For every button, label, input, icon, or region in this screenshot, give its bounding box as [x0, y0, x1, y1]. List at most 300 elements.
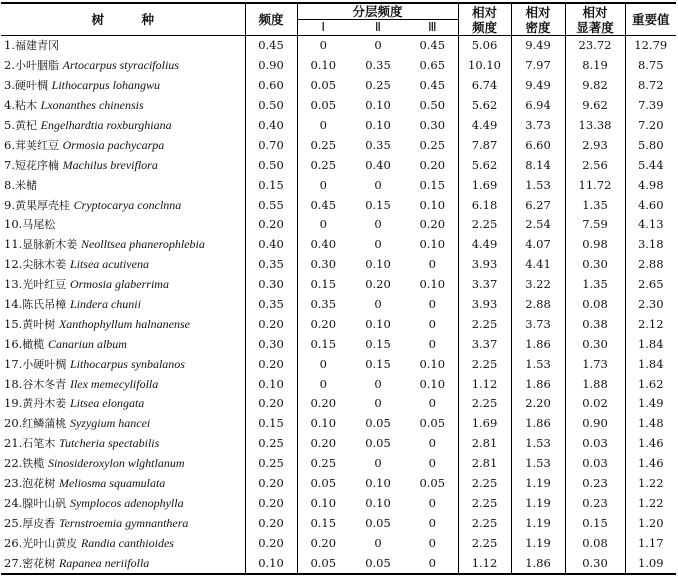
cell-importance-value: 1.22 [637, 476, 664, 491]
cell-importance-value: 1.09 [625, 553, 676, 574]
cell-layer-2: 0.35 [365, 58, 391, 73]
species-number: 16. [4, 336, 23, 351]
cell-relative-dominance: 1.35 [565, 195, 625, 215]
cell-relative-density: 7.97 [511, 56, 565, 76]
cell-relative-density: 3.73 [511, 116, 565, 136]
table-row [1, 434, 676, 454]
cell-relative-density: 1.86 [511, 414, 565, 434]
species-chinese-name: 光叶红豆 [22, 278, 67, 292]
species-number: 11. [4, 237, 23, 252]
cell-layer-2: 0 [374, 177, 382, 192]
cell-layer-3: 0.20 [407, 155, 458, 175]
species-number: 18. [4, 376, 23, 391]
cell-frequency: 0.20 [245, 354, 297, 374]
species-number: 12. [4, 257, 23, 272]
cell-layer-3: 0.10 [407, 354, 458, 374]
species-number: 6. [4, 137, 15, 152]
cell-relative-frequency: 2.25 [458, 513, 511, 533]
table-row [1, 493, 676, 513]
cell-frequency: 0.20 [245, 394, 297, 414]
cell-importance-value: 1.20 [637, 515, 664, 530]
cell-relative-density: 9.49 [511, 36, 565, 56]
cell-species [1, 553, 245, 574]
cell-layer-2: 0.40 [365, 157, 391, 172]
cell-layer-1: 0 [319, 38, 327, 53]
cell-layer-3: 0.30 [407, 116, 458, 136]
cell-relative-dominance: 0.08 [565, 533, 625, 553]
cell-importance-value: 1.84 [637, 336, 664, 351]
cell-species [1, 354, 245, 374]
cell-relative-frequency: 3.37 [458, 275, 511, 295]
header-layer-3: Ⅲ [407, 20, 458, 36]
table-row [1, 295, 676, 315]
table-row [1, 255, 676, 275]
cell-relative-density: 2.54 [511, 215, 565, 235]
cell-importance-value: 2.88 [637, 257, 664, 272]
species-chinese-name: 米槠 [14, 178, 37, 192]
cell-relative-frequency: 2.25 [458, 493, 511, 513]
cell-relative-dominance: 0.02 [565, 394, 625, 414]
species-number: 4. [4, 98, 15, 113]
cell-layer-3: 0 [407, 314, 458, 334]
species-chinese-name: 茸荚红豆 [14, 138, 59, 152]
cell-layer-2: 0 [374, 535, 382, 550]
species-chinese-name: 福建青冈 [14, 39, 59, 53]
cell-species [1, 434, 245, 454]
cell-importance-value: 8.75 [637, 58, 664, 73]
cell-layer-1: 0.45 [310, 197, 337, 212]
table-row [1, 275, 676, 295]
cell-layer-1: 0.35 [310, 297, 337, 312]
cell-layer-1: 0 [319, 376, 327, 391]
cell-importance-value: 1.46 [637, 456, 664, 471]
cell-species [1, 155, 245, 175]
species-chinese-name: 密花树 [22, 556, 56, 570]
cell-species [1, 533, 245, 553]
species-latin-name: Engelhardtia roxburghiana [40, 118, 172, 132]
cell-relative-density: 4.07 [511, 235, 565, 255]
cell-relative-dominance: 11.72 [565, 175, 625, 195]
cell-layer-3: 0 [407, 493, 458, 513]
cell-frequency: 0.20 [245, 533, 297, 553]
table-row [1, 533, 676, 553]
cell-layer-1: 0.30 [310, 257, 337, 272]
cell-layer-1: 0 [319, 217, 327, 232]
cell-frequency: 0.60 [245, 76, 297, 96]
cell-relative-density: 1.86 [511, 553, 565, 574]
cell-layer-1: 0.40 [310, 237, 337, 252]
cell-layer-2: 0.10 [365, 476, 391, 491]
cell-frequency: 0.15 [245, 175, 297, 195]
table-row [1, 394, 676, 414]
cell-relative-frequency: 1.69 [458, 414, 511, 434]
cell-frequency: 0.25 [245, 434, 297, 454]
cell-layer-2: 0.05 [349, 553, 407, 574]
cell-layer-3: 0 [407, 553, 458, 574]
header-frequency: 频度 [245, 3, 297, 36]
cell-relative-frequency: 2.25 [458, 215, 511, 235]
cell-importance-value: 7.39 [637, 98, 664, 113]
cell-layer-1: 0.10 [310, 416, 337, 431]
cell-relative-frequency: 10.10 [458, 56, 511, 76]
table-row [1, 314, 676, 334]
cell-species [1, 295, 245, 315]
cell-frequency: 0.15 [245, 414, 297, 434]
species-chinese-name: 黄果厚壳桂 [14, 198, 70, 212]
species-number: 8. [4, 177, 15, 192]
table-row [1, 116, 676, 136]
cell-relative-frequency: 2.25 [458, 533, 511, 553]
species-chinese-name: 小叶胭脂 [14, 59, 59, 73]
cell-relative-dominance: 9.62 [565, 96, 625, 116]
cell-relative-dominance: 0.15 [565, 513, 625, 533]
cell-frequency: 0.90 [245, 56, 297, 76]
cell-importance-value: 1.48 [637, 416, 664, 431]
header-relative-frequency-line2: 频度 [472, 19, 498, 35]
cell-species [1, 255, 245, 275]
cell-relative-density: 1.86 [511, 334, 565, 354]
cell-relative-dominance: 13.38 [565, 116, 625, 136]
species-number: 10. [4, 217, 23, 232]
cell-relative-dominance: 2.93 [565, 135, 625, 155]
header-importance-value: 重要值 [625, 3, 676, 36]
cell-layer-2: 0.15 [365, 197, 391, 212]
species-chinese-name: 石笔木 [22, 437, 56, 451]
cell-relative-frequency: 5.62 [458, 96, 511, 116]
cell-frequency: 0.35 [245, 295, 297, 315]
species-number: 17. [4, 356, 23, 371]
species-number: 5. [4, 118, 15, 132]
cell-species [1, 493, 245, 513]
cell-layer-2: 0 [374, 217, 382, 232]
species-latin-name: Ternstroemia gymnanthera [58, 515, 189, 530]
cell-frequency: 0.30 [245, 275, 297, 295]
cell-layer-3: 0.10 [407, 275, 458, 295]
header-layer-2: Ⅱ [349, 20, 407, 36]
cell-species [1, 195, 245, 215]
cell-relative-density: 3.22 [511, 275, 565, 295]
cell-species [1, 235, 245, 255]
cell-relative-dominance: 0.30 [565, 334, 625, 354]
cell-importance-value: 1.62 [637, 376, 664, 391]
cell-species [1, 414, 245, 434]
cell-importance-value: 12.79 [634, 38, 668, 53]
cell-relative-frequency: 5.62 [458, 155, 511, 175]
cell-layer-2: 0.05 [365, 515, 391, 530]
cell-importance-value: 3.18 [637, 237, 664, 252]
header-relative-density-line2: 密度 [525, 19, 551, 35]
cell-relative-dominance: 0.08 [565, 295, 625, 315]
species-latin-name: Ilex memecylifolla [69, 376, 159, 391]
species-latin-name: Tutcheria spectabilis [58, 436, 160, 451]
species-chinese-name: 显脉新木姜 [22, 238, 78, 252]
species-number: 21. [4, 436, 23, 451]
cell-layer-1: 0.05 [310, 476, 337, 491]
table-body [1, 36, 676, 575]
cell-layer-2: 0.10 [365, 495, 391, 510]
species-chinese-name: 铁榄 [22, 457, 45, 471]
cell-layer-1: 0 [319, 177, 327, 192]
cell-layer-3: 0 [407, 394, 458, 414]
species-number: 13. [4, 277, 23, 292]
cell-layer-2: 0.10 [365, 98, 391, 113]
table-row [1, 96, 676, 116]
cell-species [1, 96, 245, 116]
species-number: 27. [4, 555, 23, 570]
cell-layer-3: 0.45 [407, 36, 458, 56]
cell-relative-density: 2.20 [511, 394, 565, 414]
species-number: 2. [4, 58, 15, 73]
header-relative-density-line1: 相对 [525, 4, 551, 20]
cell-importance-value: 7.20 [637, 118, 664, 132]
cell-layer-2: 0 [374, 297, 382, 312]
cell-relative-frequency: 7.87 [458, 135, 511, 155]
cell-layer-2: 0.10 [365, 118, 391, 132]
species-chinese-name: 马尾松 [22, 218, 56, 232]
cell-importance-value: 1.84 [637, 356, 664, 371]
cell-relative-frequency: 2.25 [458, 314, 511, 334]
cell-layer-3: 0.05 [407, 414, 458, 434]
species-chinese-name: 腺叶山矾 [22, 496, 67, 510]
species-importance-table [1, 2, 676, 575]
cell-relative-density: 6.60 [511, 135, 565, 155]
cell-species [1, 36, 245, 56]
species-latin-name: Syzygium hancei [69, 416, 151, 431]
cell-layer-1: 0 [319, 356, 327, 371]
cell-layer-3: 0.15 [407, 175, 458, 195]
cell-layer-1: 0.15 [310, 515, 337, 530]
cell-layer-1: 0 [319, 118, 327, 132]
species-chinese-name: 泡花树 [22, 477, 56, 491]
cell-layer-3: 0.25 [407, 135, 458, 155]
cell-relative-dominance: 9.82 [565, 76, 625, 96]
cell-importance-value: 1.17 [637, 535, 664, 550]
cell-species [1, 275, 245, 295]
header-relative-density [511, 3, 565, 36]
cell-layer-1: 0.25 [310, 137, 337, 152]
cell-relative-dominance: 1.88 [565, 374, 625, 394]
cell-layer-3: 0 [407, 334, 458, 354]
species-chinese-name: 黄丹木姜 [22, 397, 67, 411]
cell-relative-frequency: 5.06 [458, 36, 511, 56]
cell-importance-value: 1.46 [637, 436, 664, 451]
cell-relative-density: 1.19 [511, 474, 565, 494]
cell-relative-dominance: 0.30 [565, 553, 625, 574]
cell-species [1, 135, 245, 155]
header-relative-dominance-line2: 显著度 [576, 19, 614, 35]
cell-relative-density: 2.88 [511, 295, 565, 315]
species-latin-name: Rapanea neriifolla [58, 555, 150, 570]
cell-relative-density: 1.86 [511, 374, 565, 394]
header-relative-frequency-line1: 相对 [472, 4, 498, 20]
cell-layer-3: 0.20 [407, 215, 458, 235]
species-latin-name: Neolltsea phanerophlebia [80, 237, 205, 252]
cell-layer-1: 0.20 [310, 535, 337, 550]
species-latin-name: Lxonanthes chinensis [40, 98, 144, 113]
species-latin-name: Lithocarpus lohangwu [51, 78, 160, 93]
cell-relative-density: 9.49 [511, 76, 565, 96]
cell-frequency: 0.10 [245, 553, 297, 574]
cell-relative-density: 1.53 [511, 175, 565, 195]
table-row [1, 334, 676, 354]
header-layered-frequency: 分层频度 [297, 3, 458, 20]
species-latin-name: Lithocarpus synbalanos [69, 356, 185, 371]
cell-importance-value: 4.98 [637, 177, 664, 192]
cell-relative-dominance: 0.30 [565, 255, 625, 275]
table-header [1, 3, 676, 36]
table-row [1, 354, 676, 374]
cell-relative-frequency: 6.18 [458, 195, 511, 215]
cell-relative-frequency: 6.74 [458, 76, 511, 96]
cell-relative-density: 8.14 [511, 155, 565, 175]
cell-frequency: 0.30 [245, 334, 297, 354]
species-latin-name: Symplocos adenophylla [69, 495, 184, 510]
species-latin-name: Cryptocarya conclnna [73, 197, 182, 212]
species-chinese-name: 小硬叶椆 [22, 357, 67, 371]
cell-layer-1: 0.20 [310, 316, 337, 331]
cell-layer-2: 0.10 [365, 257, 391, 272]
species-latin-name: Lindera chunii [69, 297, 141, 312]
cell-species [1, 175, 245, 195]
cell-relative-frequency: 3.93 [458, 295, 511, 315]
cell-importance-value: 8.72 [637, 78, 664, 93]
cell-importance-value: 2.30 [637, 297, 664, 312]
cell-frequency: 0.20 [245, 493, 297, 513]
species-number: 25. [4, 515, 23, 530]
table-row [1, 513, 676, 533]
cell-layer-1: 0.10 [310, 495, 337, 510]
table-row [1, 76, 676, 96]
cell-frequency: 0.45 [245, 36, 297, 56]
header-relative-dominance [565, 3, 625, 36]
cell-relative-dominance: 8.19 [565, 56, 625, 76]
cell-layer-3: 0.10 [407, 195, 458, 215]
cell-relative-frequency: 3.93 [458, 255, 511, 275]
species-latin-name: Ormosia glaberrima [69, 277, 169, 292]
cell-importance-value: 1.49 [637, 396, 664, 411]
cell-layer-2: 0.15 [365, 356, 391, 371]
cell-layer-1: 0.05 [310, 78, 337, 93]
species-chinese-name: 粘木 [14, 99, 37, 113]
cell-species [1, 56, 245, 76]
species-number: 14. [4, 297, 23, 312]
cell-layer-1: 0.05 [297, 553, 349, 574]
cell-layer-1: 0.10 [310, 58, 337, 73]
cell-frequency: 0.10 [245, 374, 297, 394]
species-chinese-name: 红鳞蒲桃 [22, 417, 67, 431]
cell-frequency: 0.20 [245, 513, 297, 533]
cell-relative-density: 1.19 [511, 533, 565, 553]
cell-species [1, 314, 245, 334]
cell-species [1, 116, 245, 136]
table-row [1, 175, 676, 195]
table-row [1, 56, 676, 76]
species-number: 9. [4, 197, 15, 212]
species-latin-name: Litsea acutivena [69, 257, 149, 272]
cell-relative-frequency: 2.25 [458, 394, 511, 414]
cell-layer-3: 0 [407, 255, 458, 275]
cell-layer-3: 0 [407, 295, 458, 315]
species-chinese-name: 谷木冬青 [22, 377, 67, 391]
species-latin-name: Meliosma squamulata [58, 476, 166, 491]
cell-layer-2: 0 [374, 376, 382, 391]
species-latin-name: Sinosideroxylon wlghtlanum [47, 456, 185, 471]
cell-relative-frequency: 1.12 [458, 374, 511, 394]
cell-relative-frequency: 4.49 [458, 235, 511, 255]
cell-layer-2: 0.35 [365, 137, 391, 152]
species-number: 15. [4, 316, 23, 331]
species-number: 1. [4, 38, 15, 53]
cell-relative-dominance: 0.23 [565, 474, 625, 494]
cell-layer-1: 0.05 [310, 98, 337, 113]
cell-frequency: 0.20 [245, 215, 297, 235]
species-latin-name: Machilus breviflora [62, 157, 158, 172]
table-row [1, 454, 676, 474]
cell-layer-2: 0 [374, 456, 382, 471]
cell-relative-frequency: 1.12 [458, 553, 511, 574]
cell-relative-density: 1.53 [511, 434, 565, 454]
cell-relative-dominance: 0.90 [565, 414, 625, 434]
species-latin-name: Litsea elongata [69, 396, 145, 411]
cell-layer-1: 0.20 [310, 396, 337, 411]
cell-relative-dominance: 2.56 [565, 155, 625, 175]
species-number: 7. [4, 157, 15, 172]
cell-layer-3: 0 [407, 533, 458, 553]
cell-layer-2: 0.25 [365, 78, 391, 93]
table-row [1, 235, 676, 255]
cell-relative-frequency: 2.25 [458, 354, 511, 374]
species-latin-name: Artocarpus styracifolius [62, 58, 179, 73]
species-number: 19. [4, 396, 23, 411]
species-chinese-name: 陈氏吊樟 [22, 298, 67, 312]
cell-layer-1: 0.20 [310, 436, 337, 451]
species-number: 23. [4, 476, 23, 491]
table-row [1, 195, 676, 215]
cell-relative-frequency: 1.69 [458, 175, 511, 195]
table-row [1, 474, 676, 494]
cell-relative-frequency: 2.81 [458, 454, 511, 474]
cell-relative-density: 4.41 [511, 255, 565, 275]
cell-relative-dominance: 1.35 [565, 275, 625, 295]
species-chinese-name: 黄叶树 [22, 317, 56, 331]
cell-importance-value: 4.13 [637, 217, 664, 232]
cell-species [1, 215, 245, 235]
species-chinese-name: 橄榄 [22, 337, 45, 351]
species-number: 24. [4, 495, 23, 510]
cell-layer-2: 0 [374, 237, 382, 252]
table-row [1, 553, 676, 574]
cell-frequency: 0.70 [245, 135, 297, 155]
cell-layer-2: 0.05 [365, 436, 391, 451]
cell-layer-3: 0.10 [407, 235, 458, 255]
cell-relative-dominance: 23.72 [565, 36, 625, 56]
species-chinese-name: 硬叶椆 [14, 79, 48, 93]
cell-frequency: 0.55 [245, 195, 297, 215]
cell-frequency: 0.25 [245, 454, 297, 474]
cell-layer-1: 0.25 [310, 456, 337, 471]
cell-relative-dominance: 0.23 [565, 493, 625, 513]
cell-layer-3: 0.65 [407, 56, 458, 76]
cell-relative-density: 3.73 [511, 314, 565, 334]
species-number: 20. [4, 416, 23, 431]
cell-layer-1: 0.15 [310, 277, 337, 292]
table-row [1, 414, 676, 434]
cell-species [1, 394, 245, 414]
cell-layer-3: 0 [407, 513, 458, 533]
cell-relative-frequency: 3.37 [458, 334, 511, 354]
header-relative-dominance-line1: 相对 [582, 4, 608, 20]
cell-layer-2: 0.20 [365, 277, 391, 292]
